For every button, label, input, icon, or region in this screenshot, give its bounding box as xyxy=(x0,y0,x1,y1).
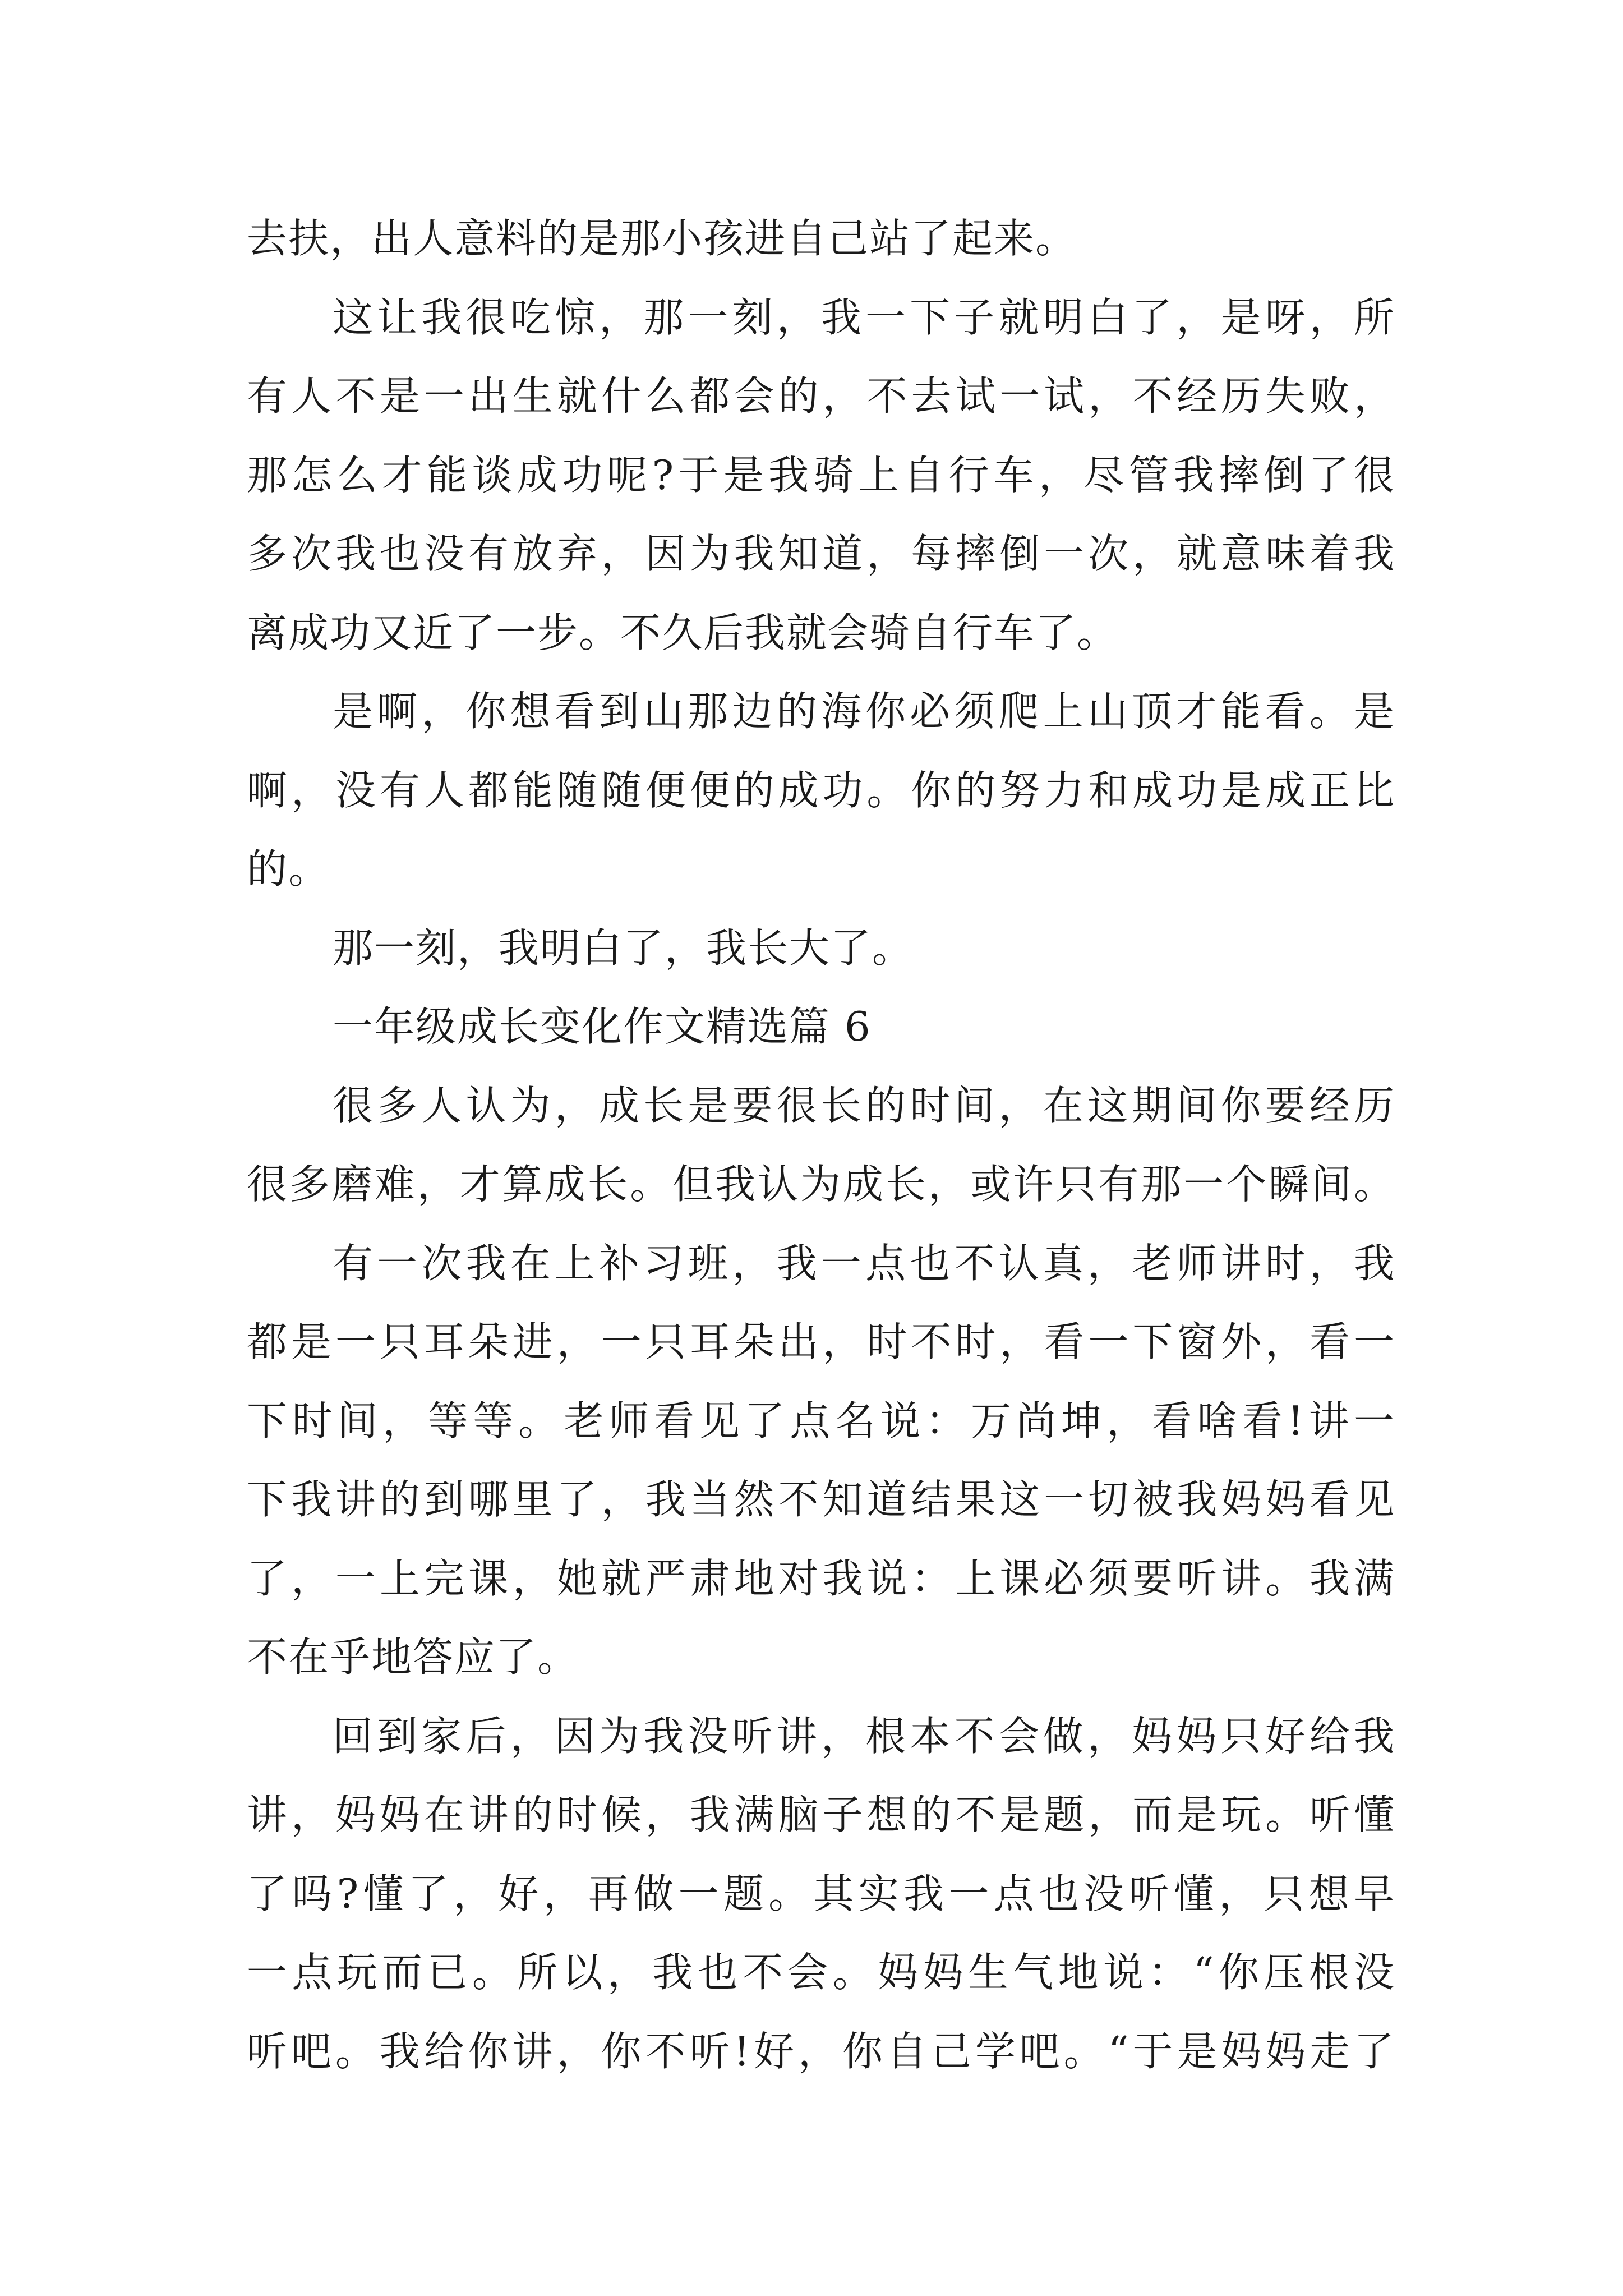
document-body xyxy=(247,199,1395,2091)
text-line: 去扶，出人意料的是那小孩进自己站了起来。 xyxy=(247,215,1077,262)
text-line: 啊，没有人都能随随便便的成功。你的努力和成功是成正比 xyxy=(247,766,1395,814)
text-line: 那一刻，我明白了，我长大了。 xyxy=(333,924,914,972)
text-line: 这让我很吃惊，那一刻，我一下子就明白了，是呀，所 xyxy=(333,293,1395,341)
text-line: 是啊，你想看到山那边的海你必须爬上山顶才能看。是 xyxy=(333,688,1395,735)
text-line: 下时间，等等。老师看见了点名说：万尚坤，看啥看!讲一 xyxy=(247,1397,1395,1444)
text-line: 不在乎地答应了。 xyxy=(247,1634,579,1681)
text-line: 有人不是一出生就什么都会的，不去试一试，不经历失败， xyxy=(247,372,1395,420)
text-line: 都是一只耳朵进，一只耳朵出，时不时，看一下窗外，看一 xyxy=(247,1318,1395,1365)
text-line: 讲，妈妈在讲的时候，我满脑子想的不是题，而是玩。听懂 xyxy=(247,1791,1395,1838)
text-line: 有一次我在上补习班，我一点也不认真，老师讲时，我 xyxy=(333,1239,1395,1287)
text-line: 一点玩而已。所以，我也不会。妈妈生气地说：“你压根没 xyxy=(247,1949,1395,1996)
text-line: 的。 xyxy=(247,845,330,892)
text-line: 了，一上完课，她就严肃地对我说：上课必须要听讲。我满 xyxy=(247,1554,1395,1602)
text-line: 多次我也没有放弃，因为我知道，每摔倒一次，就意味着我 xyxy=(247,530,1395,577)
text-line: 了吗?懂了，好，再做一题。其实我一点也没听懂，只想早 xyxy=(247,1870,1395,1917)
text-line: 下我讲的到哪里了，我当然不知道结果这一切被我妈妈看见 xyxy=(247,1476,1395,1523)
text-line: 很多人认为，成长是要很长的时间，在这期间你要经历 xyxy=(333,1082,1395,1129)
text-line: 一年级成长变化作文精选篇 6 xyxy=(333,1003,872,1050)
text-line: 听吧。我给你讲，你不听!好，你自己学吧。“于是妈妈走了 xyxy=(247,2027,1395,2075)
text-line: 很多磨难，才算成长。但我认为成长，或许只有那一个瞬间。 xyxy=(247,1161,1395,1208)
text-line: 回到家后，因为我没听讲，根本不会做，妈妈只好给我 xyxy=(333,1712,1395,1760)
text-line: 离成功又近了一步。不久后我就会骑自行车了。 xyxy=(247,609,1119,656)
text-line: 那怎么才能谈成功呢?于是我骑上自行车，尽管我摔倒了很 xyxy=(247,451,1395,499)
